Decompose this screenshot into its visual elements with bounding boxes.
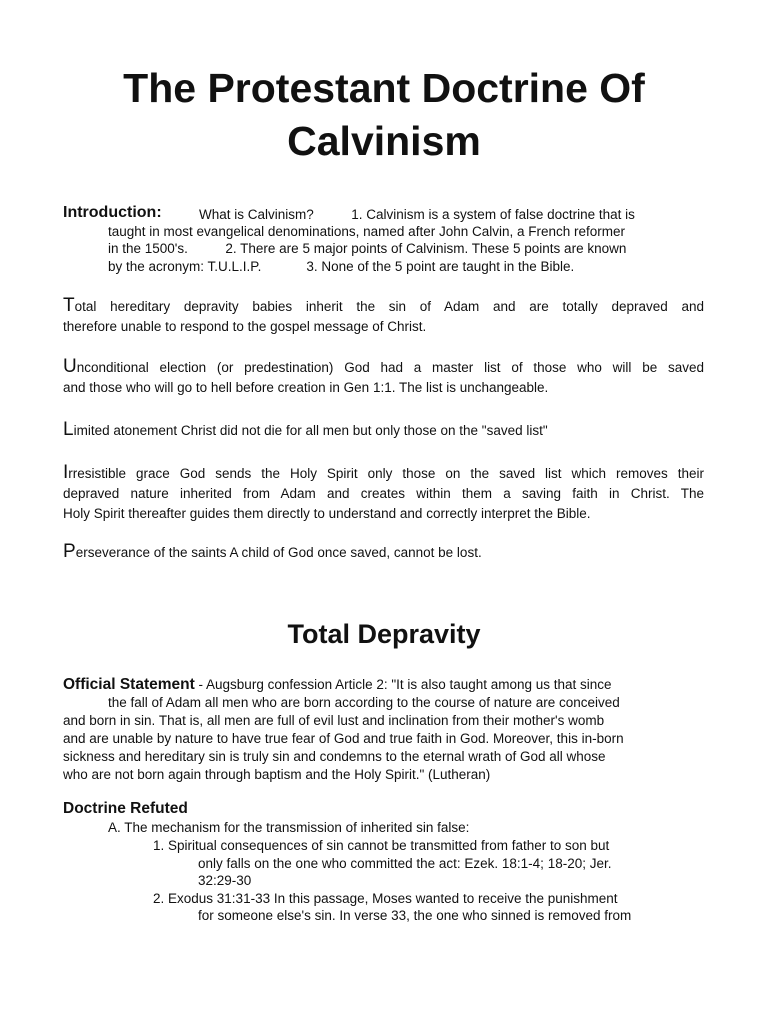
refuted-item-1-line-3: 32:29-30 <box>198 873 252 888</box>
refuted-item-1-line-1: 1. Spiritual consequences of sin cannot be transmitted from father to son but <box>153 838 610 853</box>
official-line-6: who are not born again through baptism and the Holy Spirit." (Lutheran) <box>63 767 491 782</box>
intro-line-2: taught in most evangelical denominations, named after John Calvin, a French reformer <box>108 224 626 239</box>
intro-line-1: What is Calvinism? 1. Calvinism is a system of false doctrine that is <box>199 207 635 222</box>
tulip-i-line-1: rresistible grace God sends the Holy Spirit only those on the saved list which removes their <box>68 466 704 481</box>
tulip-t-paragraph <box>63 296 704 337</box>
tulip-i-paragraph <box>63 463 704 524</box>
tulip-t-initial: T <box>63 295 75 316</box>
official-line-3: and born in sin. That is, all men are full of evil lust and inclination from their mother's womb <box>63 713 605 728</box>
refuted-item-1-line-2: only falls on the one who committed the act: Ezek. 18:1-4; 18-20; Jer. <box>198 856 612 871</box>
tulip-p-line-1: erseverance of the saints A child of God once saved, cannot be lost. <box>75 545 482 560</box>
tulip-t-line-1: otal hereditary depravity babies inherit the sin of Adam and are totally depraved and <box>74 299 704 314</box>
official-line-4: and are unable by nature to have true fear of God and true faith in God. Moreover, this in-born <box>63 731 624 746</box>
tulip-l-initial: L <box>63 419 74 440</box>
official-line-2: the fall of Adam all men who are born according to the course of nature are conceived <box>108 695 620 710</box>
tulip-p-initial: P <box>63 541 76 562</box>
official-line-1: - Augsburg confession Article 2: "It is also taught among us that since <box>194 677 612 692</box>
tulip-i-line-3: Holy Spirit thereafter guides them directly to understand and correctly interpret the Bible. <box>63 506 591 521</box>
tulip-i-line-2: depraved nature inherited from Adam and creates within them a saving faith in Christ. The <box>63 486 704 501</box>
intro-line-3: in the 1500's. 2. There are 5 major points of Calvinism. These 5 points are known <box>108 241 627 256</box>
intro-heading: Introduction: <box>63 204 162 221</box>
title-line-1: The Protestant Doctrine Of <box>123 65 645 111</box>
intro-line-4: by the acronym: T.U.L.I.P. 3. None of the 5 point are taught in the Bible. <box>108 259 575 274</box>
doctrine-refuted-heading: Doctrine Refuted <box>63 800 188 817</box>
official-statement <box>63 676 704 784</box>
tulip-l-line-1: imited atonement Christ did not die for all men but only those on the "saved list" <box>73 423 548 438</box>
official-line-5: sickness and hereditary sin is truly sin and condemns to the eternal wrath of God all whose <box>63 749 606 764</box>
tulip-u-line-1: nconditional election (or predestination) God had a master list of those who will be saved <box>76 360 704 375</box>
tulip-t-line-2: therefore unable to respond to the gospel message of Christ. <box>63 319 427 334</box>
tulip-u-paragraph <box>63 357 704 398</box>
tulip-l-paragraph <box>63 420 704 441</box>
tulip-u-line-2: and those who will go to hell before creation in Gen 1:1. The list is unchangeable. <box>63 380 549 395</box>
refuted-item-2-line-1: 2. Exodus 31:31-33 In this passage, Moses wanted to receive the punishment <box>153 891 618 906</box>
document-title <box>0 62 768 168</box>
title-line-2: Calvinism <box>287 118 481 164</box>
tulip-u-initial: U <box>63 356 77 377</box>
tulip-p-paragraph <box>63 542 704 563</box>
tulip-i-initial: I <box>63 462 69 483</box>
refuted-item-2-line-2: for someone else's sin. In verse 33, the one who sinned is removed from <box>198 908 632 923</box>
section-heading-total-depravity: Total Depravity <box>287 619 481 649</box>
official-statement-label: Official Statement <box>63 676 195 693</box>
refuted-point-a: A. The mechanism for the transmission of inherited sin false: <box>108 820 470 835</box>
